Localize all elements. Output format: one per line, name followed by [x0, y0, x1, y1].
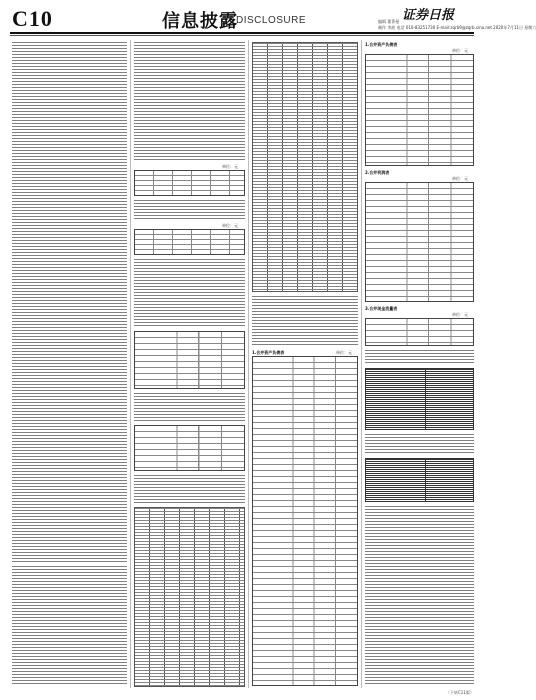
article-text-block — [252, 296, 358, 346]
article-text-block — [365, 434, 474, 454]
article-text-block — [134, 393, 245, 421]
continuation-marker: （下转C11版） — [446, 690, 474, 695]
section-subtitle: DISCLOSURE — [236, 15, 307, 26]
table-title: 1.合并资产负债表 — [365, 42, 398, 47]
unit-label: 单位：元 — [452, 48, 468, 53]
article-text-block — [134, 42, 245, 160]
article-text-block — [12, 42, 127, 562]
header-rule-thick — [10, 32, 474, 34]
data-table — [134, 425, 245, 471]
unit-label: 单位：元 — [222, 223, 238, 228]
unit-label: 单位：元 — [222, 164, 238, 169]
column-divider — [361, 40, 362, 688]
newspaper-logo: 证券日报 — [402, 8, 455, 23]
income-statement-table — [365, 182, 474, 302]
data-table — [134, 331, 245, 389]
header-rule-thin — [10, 35, 474, 36]
page-number: C10 — [12, 6, 53, 31]
article-text-block — [365, 350, 474, 364]
data-table — [134, 170, 245, 196]
balance-sheet-table — [365, 54, 474, 166]
editor-line: 编辑 董菁曼 — [378, 19, 400, 24]
article-text-block — [134, 200, 245, 220]
dense-data-table — [134, 507, 245, 687]
masthead — [0, 0, 536, 36]
unit-label: 单位：元 — [336, 350, 352, 355]
section-title: 信息披露 — [162, 11, 238, 32]
article-text-block — [365, 506, 474, 686]
article-text-block — [134, 259, 245, 327]
dark-data-table — [365, 458, 474, 502]
article-text-block — [12, 566, 127, 684]
column-divider — [130, 40, 131, 688]
unit-label: 单位：元 — [452, 176, 468, 181]
table-title: 1.合并资产负债表 — [252, 350, 285, 355]
balance-sheet-table — [252, 356, 358, 686]
dense-data-table — [252, 42, 358, 292]
cash-flow-table — [365, 318, 474, 346]
column-divider — [248, 40, 249, 688]
contact-line: 制作 李波 电话 010-83251730 E-mail:zqrb9@zqrb.sina.net 2020年7月11日 星期六 — [378, 25, 536, 30]
unit-label: 单位：元 — [452, 312, 468, 317]
dark-data-table — [365, 368, 474, 430]
table-title: 3.合并现金流量表 — [365, 306, 398, 311]
table-title: 2.合并利润表 — [365, 170, 390, 175]
data-table — [134, 229, 245, 255]
article-text-block — [134, 475, 245, 503]
